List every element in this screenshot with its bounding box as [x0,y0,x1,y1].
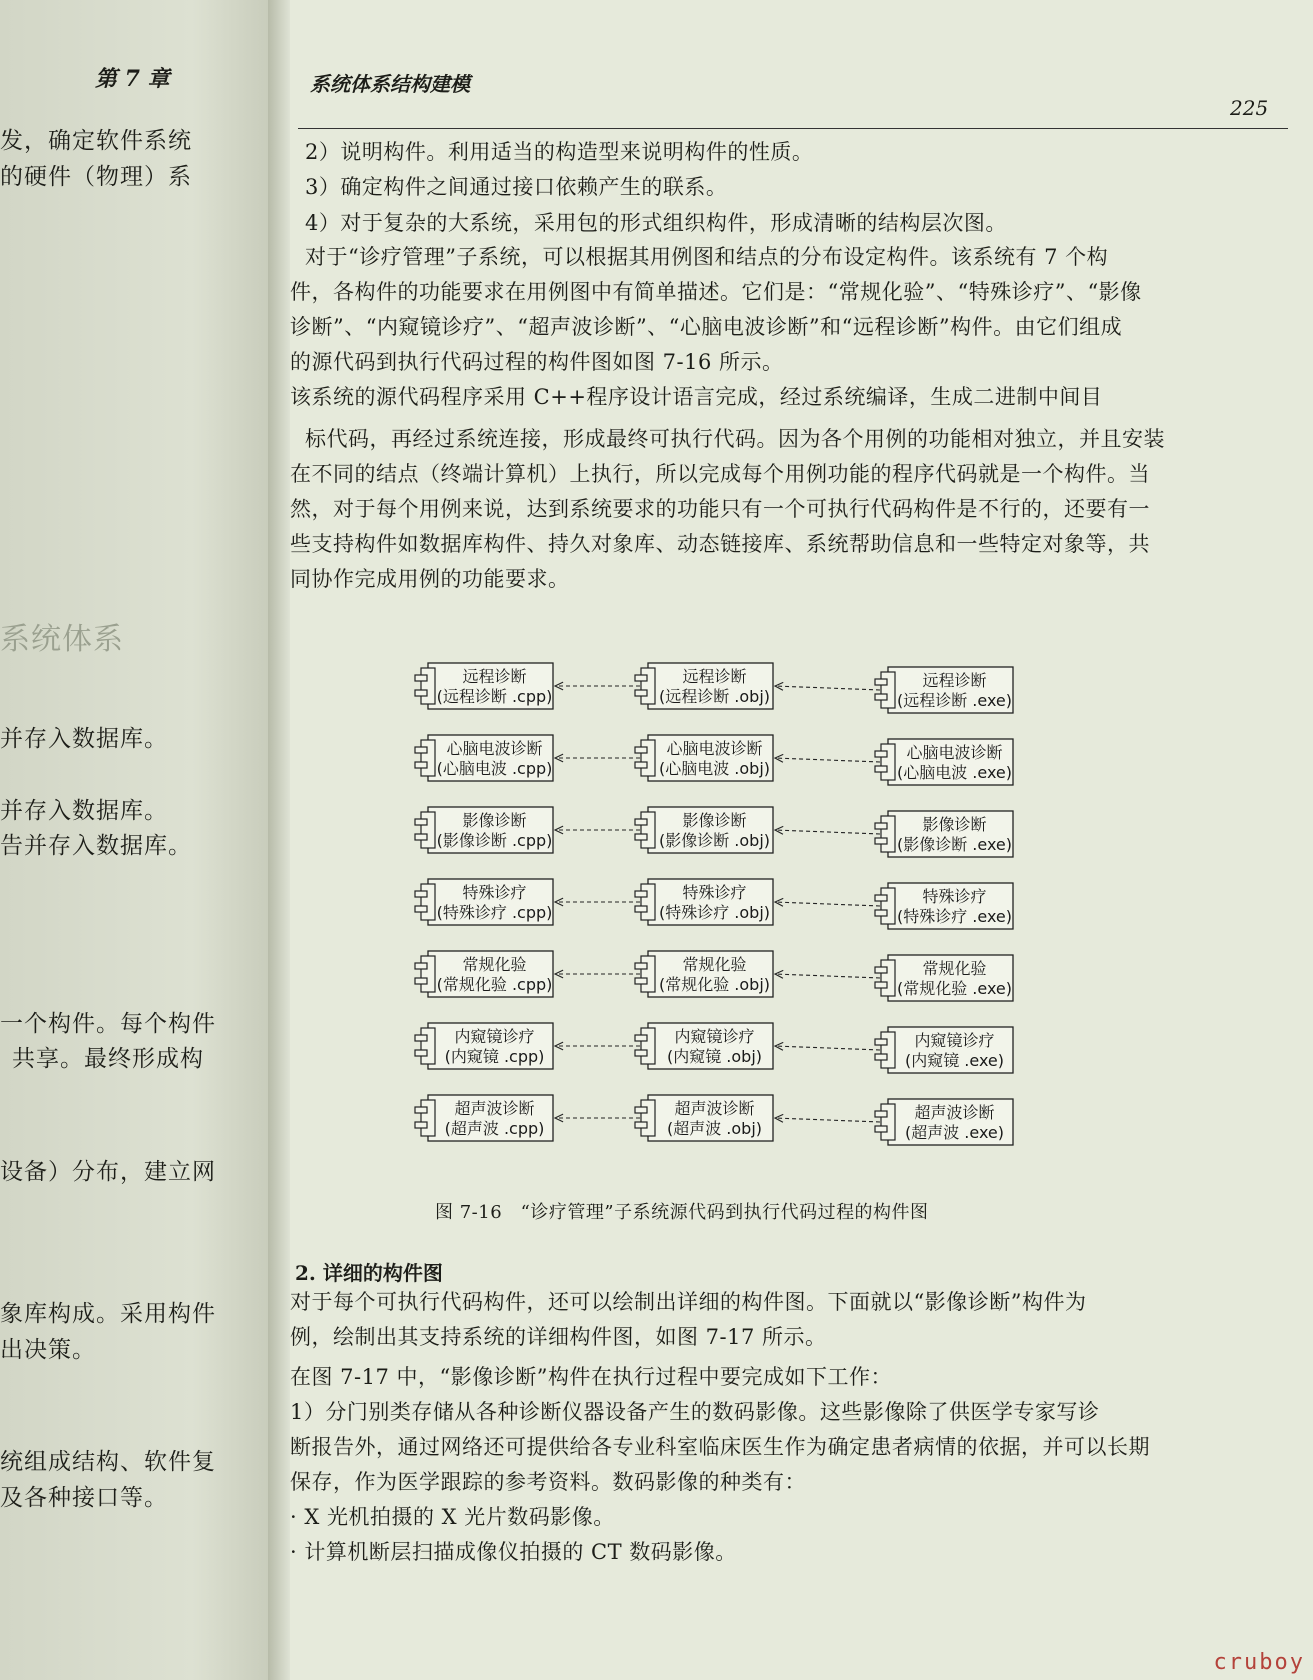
component-exe [875,883,1013,929]
paragraph-line: 在图 7-17 中，“影像诊断”构件在执行过程中要完成如下工作： [290,1365,892,1389]
component-cpp [415,807,553,853]
component-name: 特殊诊疗 [462,883,527,902]
component-file: (心脑电波 .obj) [658,759,771,778]
component-obj [635,1023,773,1069]
paragraph-line: 3）确定构件之间通过接口依赖产生的联系。 [305,175,728,199]
component-name: 特殊诊疗 [682,883,747,902]
component-name: 超声波诊断 [914,1103,995,1122]
component-file: (远程诊断 .exe) [896,691,1013,710]
page-header-title: 系统体系结构建模 [310,72,470,96]
component-file: (心脑电波 .exe) [896,763,1013,782]
paragraph-line: 在不同的结点（终端计算机）上执行，所以完成每个用例功能的程序代码就是一个构件。当 [290,462,1150,486]
component-exe [875,955,1013,1001]
paragraph-line: 诊断”、“内窥镜诊疗”、“超声波诊断”、“心脑电波诊断”和“远程诊断”构件。由它们组成 [290,315,1123,339]
component-name: 特殊诊疗 [922,887,987,906]
component-cpp [415,879,553,925]
component-icon [415,1100,435,1136]
component-name: 常规化验 [922,959,987,978]
component-file: (特殊诊疗 .cpp) [436,903,553,922]
paragraph-line: 对于“诊疗管理”子系统，可以根据其用例图和结点的分布设定构件。该系统有 7 个构 [305,245,1109,269]
component-file: (常规化验 .obj) [658,975,771,994]
component-cpp [415,1095,553,1141]
component-file: (内窥镜 .cpp) [444,1047,545,1066]
paragraph-line: · X 光机拍摄的 X 光片数码影像。 [290,1505,615,1529]
component-name: 心脑电波诊断 [446,739,543,758]
component-name: 内窥镜诊疗 [454,1027,535,1046]
dependency-line [775,830,880,834]
paragraph-line: 4）对于复杂的大系统，采用包的形式组织构件，形成清晰的结构层次图。 [305,211,1007,235]
component-file: (超声波 .obj) [666,1119,763,1138]
left-line: 出决策。 [0,1337,96,1363]
component-name: 常规化验 [462,955,527,974]
component-obj [635,663,773,709]
paragraph-line: 该系统的源代码程序采用 C++程序设计语言完成，经过系统编译，生成二进制中间目 [290,385,1103,409]
left-line: 象库构成。采用构件 [0,1301,216,1327]
component-name: 远程诊断 [682,667,747,686]
component-file: (影像诊断 .obj) [658,831,771,850]
left-faint-text: 系统体系 [0,622,124,657]
paragraph-line: 1）分门别类存储从各种诊断仪器设备产生的数码影像。这些影像除了供医学专家写诊 [290,1400,1100,1424]
component-exe [875,1027,1013,1073]
left-line: 设备）分布，建立网 [0,1159,216,1185]
left-line: 及各种接口等。 [0,1485,168,1511]
component-diagram [410,655,1290,1175]
component-obj [635,807,773,853]
component-cpp [415,951,553,997]
section-title: 2. 详细的构件图 [295,1261,443,1285]
paragraph-line: 对于每个可执行代码构件，还可以绘制出详细的构件图。下面就以“影像诊断”构件为 [290,1290,1087,1314]
component-obj [635,951,773,997]
watermark: cruboy [1213,1650,1305,1675]
component-name: 心脑电波诊断 [906,743,1003,762]
right-page [290,0,1313,1680]
paragraph-line: 的源代码到执行代码过程的构件图如图 7-16 所示。 [290,350,784,374]
component-obj [635,735,773,781]
component-file: (特殊诊疗 .obj) [658,903,771,922]
component-file: (影像诊断 .exe) [896,835,1013,854]
page-number: 225 [1230,96,1269,120]
component-name: 内窥镜诊疗 [914,1031,995,1050]
dependency-line [775,902,880,906]
paragraph-line: 保存，作为医学跟踪的参考资料。数码影像的种类有： [290,1470,806,1494]
dependency-line [775,758,880,762]
component-name: 影像诊断 [682,811,747,830]
component-file: (常规化验 .exe) [896,979,1013,998]
dependency-line [775,1046,880,1050]
left-line: 告并存入数据库。 [0,833,192,859]
dependency-line [775,974,880,978]
component-name: 内窥镜诊疗 [674,1027,755,1046]
component-cpp [415,663,553,709]
left-line: 一个构件。每个构件 [0,1011,216,1037]
component-icon [415,740,435,776]
component-cpp [415,735,553,781]
header-rule [298,128,1288,129]
left-line: 共享。最终形成构 [12,1046,204,1072]
book-gutter [268,0,290,1680]
component-name: 常规化验 [682,955,747,974]
component-icon [415,668,435,704]
paragraph-line: 标代码，再经过系统连接，形成最终可执行代码。因为各个用例的功能相对独立，并且安装 [305,427,1165,451]
left-line: 并存入数据库。 [0,726,168,752]
component-name: 远程诊断 [922,671,987,690]
component-name: 远程诊断 [462,667,527,686]
paragraph-line: 些支持构件如数据库构件、持久对象库、动态链接库、系统帮助信息和一些特定对象等，共 [290,532,1150,556]
component-file: (超声波 .cpp) [444,1119,545,1138]
component-name: 影像诊断 [922,815,987,834]
component-obj [635,1095,773,1141]
left-line: 并存入数据库。 [0,798,168,824]
component-icon [415,1028,435,1064]
left-page [0,0,275,1680]
dependency-line [775,1118,880,1122]
paragraph-line: 2）说明构件。利用适当的构造型来说明构件的性质。 [305,140,814,164]
component-exe [875,811,1013,857]
component-exe [875,667,1013,713]
paragraph-line: 例，绘制出其支持系统的详细构件图，如图 7-17 所示。 [290,1325,827,1349]
left-line: 统组成结构、软件复 [0,1449,216,1475]
paragraph-line: 同协作完成用例的功能要求。 [290,567,570,591]
component-cpp [415,1023,553,1069]
paragraph-line: 件，各构件的功能要求在用例图中有简单描述。它们是：“常规化验”、“特殊诊疗”、“影像 [290,280,1142,304]
component-file: (常规化验 .cpp) [436,975,553,994]
component-file: (远程诊断 .cpp) [436,687,553,706]
component-file: (内窥镜 .obj) [666,1047,763,1066]
left-page-header: 第 7 章 [95,66,170,92]
component-icon [415,956,435,992]
component-name: 超声波诊断 [674,1099,755,1118]
dependency-line [775,686,880,690]
component-icon [415,884,435,920]
left-line: 的硬件（物理）系 [0,164,192,190]
component-file: (特殊诊疗 .exe) [896,907,1013,926]
component-exe [875,739,1013,785]
paragraph-line: 然，对于每个用例来说，达到系统要求的功能只有一个可执行代码构件是不行的，还要有一 [290,497,1150,521]
component-name: 超声波诊断 [454,1099,535,1118]
component-file: (心脑电波 .cpp) [436,759,553,778]
component-obj [635,879,773,925]
component-file: (内窥镜 .exe) [904,1051,1005,1070]
component-file: (超声波 .exe) [904,1123,1005,1142]
component-file: (影像诊断 .cpp) [436,831,553,850]
left-line: 发，确定软件系统 [0,128,192,154]
figure-caption: 图 7-16 “诊疗管理”子系统源代码到执行代码过程的构件图 [435,1202,929,1223]
paragraph-line: 断报告外，通过网络还可提供给各专业科室临床医生作为确定患者病情的依据，并可以长期 [290,1435,1150,1459]
component-file: (远程诊断 .obj) [658,687,771,706]
component-exe [875,1099,1013,1145]
component-name: 影像诊断 [462,811,527,830]
paragraph-line: · 计算机断层扫描成像仪拍摄的 CT 数码影像。 [290,1540,737,1564]
component-name: 心脑电波诊断 [666,739,763,758]
component-icon [415,812,435,848]
